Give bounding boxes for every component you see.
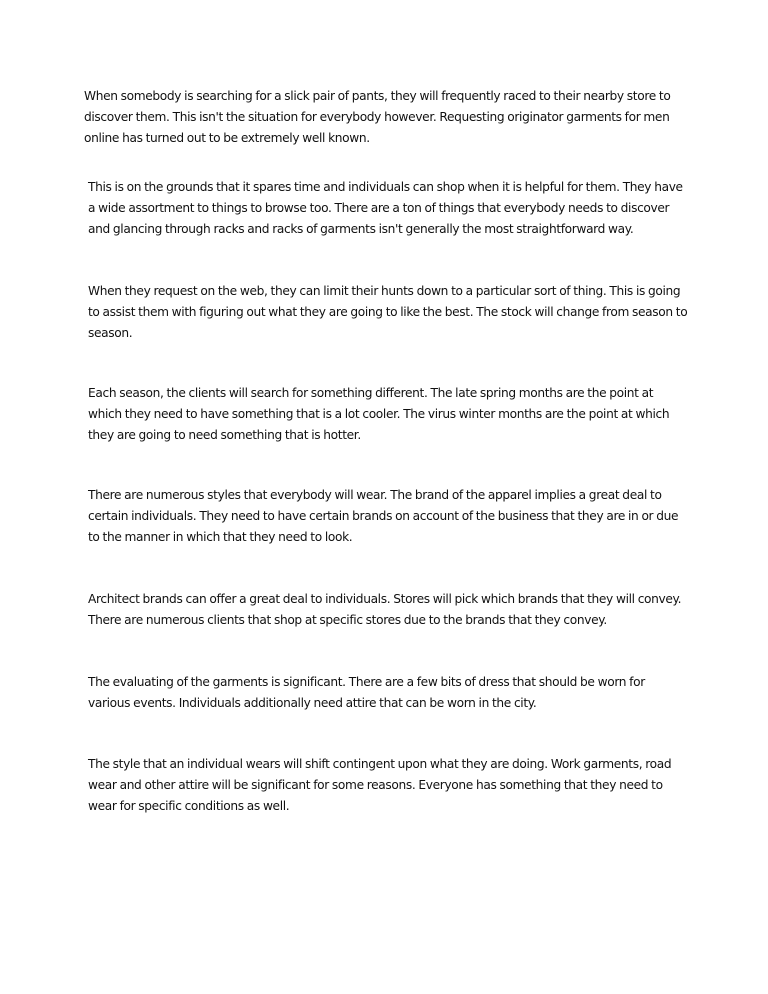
paragraph-6: Architect brands can offer a great deal to individuals. Stores will pick which brands that they will convey. There are numerous clients that shop at specific stores due to the brands that they convey.	[88, 592, 682, 627]
paragraph-7: The evaluating of the garments is significant. There are a few bits of dress that should be worn for various events. Individuals additionally need attire that can be worn in the city.	[88, 675, 645, 710]
paragraph-1: When somebody is searching for a slick pair of pants, they will frequently raced to their nearby store to discover them. This isn't the situation for everybody however. Requesting originator garments for men online has turned out to be extremely well known.	[84, 89, 671, 145]
paragraph-4: Each season, the clients will search for something different. The late spring months are the point at which they need to have something that is a lot cooler. The virus winter months are the point at which they are going to need something that is hotter.	[88, 386, 670, 442]
paragraph-5: There are numerous styles that everybody will wear. The brand of the apparel implies a great deal to certain individuals. They need to have certain brands on account of the business that they are in or due to the manner in which that they need to look.	[88, 488, 679, 544]
paragraph-2: This is on the grounds that it spares time and individuals can shop when it is helpful for them. They have a wide assortment to things to browse too. There are a ton of things that everybody needs to discover and glancing through racks and racks of garments isn't generally the most straightforward way.	[88, 180, 683, 236]
paragraph-3: When they request on the web, they can limit their hunts down to a particular sort of thing. This is going to assist them with figuring out what they are going to like the best. The stock will change from season to season.	[88, 284, 688, 340]
paragraph-8: The style that an individual wears will shift contingent upon what they are doing. Work garments, road wear and other attire will be significant for some reasons. Everyone has something that they need to wear for specific conditions as well.	[88, 757, 672, 813]
